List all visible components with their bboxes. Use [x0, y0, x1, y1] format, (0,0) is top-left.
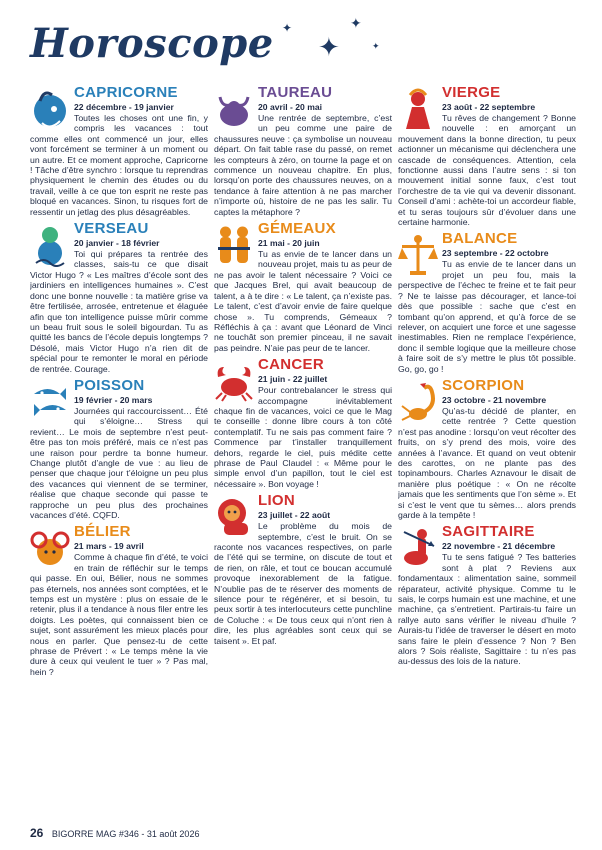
sign-text: Une rentrée de septembre, c’est un peu comme une paire de chaussures neuve : ça symbolise un nouveau départ. On fait table rase du passé, on remet les compteurs à zéro, on tourne la page et on commence un nouveau chapitre. En plus, lorsqu’on porte des chaussures neuves, on a tendance à faire attention à ne pas marcher n’importe où, histoire de ne pas les salir. Tu captes la métaphore ? — [214, 113, 392, 217]
libra-icon — [398, 233, 438, 277]
sign-name: CANCER — [258, 356, 324, 374]
sign-dates: 21 mars - 19 avril — [74, 541, 144, 552]
taurus-icon — [214, 87, 254, 131]
sign-name: POISSON — [74, 376, 145, 394]
gemini-icon — [214, 223, 254, 267]
sign-dates: 21 mai - 20 juin — [258, 238, 320, 249]
page-number: 26 — [30, 826, 44, 840]
sign-text: Le problème du mois de septembre, c’est le bruit. On se raconte nos vacances respectives, on parle de l’été qui se termine, on discute de tout et de rien, on râle, et tout ce boucan accumulé provoque inexorablement de la fatigue. N’oublie pas de te réserver des moments de silence pour te régénérer, et si besoin, tu peux sortir à tes interlocuteurs cette punchline de Coluche : « De tous ceux qui n’ont rien à dire, les plus agréables sont ceux qui se taisent ». Et paf. — [214, 521, 392, 646]
sign-dates: 23 août - 22 septembre — [442, 102, 536, 112]
star-icon: ✦ — [372, 41, 380, 51]
sagittarius-icon — [398, 526, 438, 570]
cancer-icon — [214, 359, 254, 403]
footer-text: BIGORRE MAG #346 - 31 août 2026 — [51, 829, 200, 839]
sign-dates: 23 septembre - 22 octobre — [442, 248, 549, 259]
sign-text: Tu as envie de te lancer dans un nouveau projet, mais tu as peur de ne pas avoir le talent nécessaire ? Voici ce que Jacques Brel, qui avait beaucoup de talent, a à te dire : « Le talent, ça n’existe pas. Le talent, c’est d’avoir envie de faire quelque chose ». Tu comprends, Gémeaux ? Réfléchis à ça : avant que Léonard de Vinci ne touchât son premier pinceau, il ne savait pas peindre. N’aie pas peur de te lancer. — [214, 249, 392, 353]
sign-sagittaire — [398, 524, 576, 666]
sign-lion — [214, 493, 392, 646]
virgo-icon — [398, 87, 438, 131]
column-middle — [214, 83, 392, 823]
sign-dates: 22 novembre - 21 décembre — [442, 541, 556, 552]
sign-vierge — [398, 85, 576, 227]
sign-dates: 23 juillet - 22 août — [258, 510, 331, 521]
sign-text: Pour contrebalancer le stress qui accompagne inévitablement chaque fin de vacances, voici ce que le Mag te conseille : donne libre cours à ton côté contemplatif. Tu ne sais pas comment faire ? Commence par t’installer tranquillement dehors, regarde le ciel, puis médite cette phrase de Paul Claudel : « Même pour le simple envol d’un papillon, tout le ciel est nécessaire ». Bon voyage ! — [214, 385, 392, 489]
sign-dates: 21 juin - 22 juillet — [258, 374, 328, 385]
sign-dates: 19 février - 20 mars — [74, 394, 153, 405]
sign-name: GÉMEAUX — [258, 220, 336, 238]
sign-verseau — [30, 221, 208, 374]
sign-name: BÉLIER — [74, 523, 131, 541]
sign-balance — [398, 231, 576, 373]
sign-text: Comme à chaque fin d’été, te voici en train de réfléchir sur le temps qui passe. En oui, Bélier, nous ne sommes pas éternels, nos années sont comptées, et le temps est un mystère : plus on essaie de le retenir, plus il a tendance à nous filer entre les doigts. Les poètes, qui connaissent bien ce sujet, sont assurément les mieux placés pour nous en parler. Que pensez-tu de cette phrase de Prévert : « Le temps mène la vie dure à ceux qui veulent le tuer » ? Pas mal, hein ? — [30, 552, 208, 677]
column-right — [398, 83, 576, 823]
sign-cancer — [214, 357, 392, 489]
sign-text: Journées qui raccourcissent… Été qui s’éloigne… Stress qui revient… Le mois de septembre n’est peut-être pas ton mois préféré, mais ce n’est pas une raison pour perdre ta bonne humeur. Change plutôt d’angle de vue : au lieu de penser que chaque jour t’éloigne un peu plus des vacances qui viennent de se terminer, réalise que chaque seconde qui passe te rapproche un peu plus des prochaines vacances d’été. CQFD. — [30, 405, 208, 520]
sign-poisson — [30, 378, 208, 520]
star-icon: ✦ — [350, 15, 362, 31]
sign-dates: 20 avril - 20 mai — [258, 102, 323, 112]
sign-text: Toi qui prépares ta rentrée des classes, sais-tu ce que disait Victor Hugo ? « Les maîtres d’école sont des jardiniers en intelligences humaines ». C’est donc une bonne nouvelle : ta matière grise va être fertilisée, arrosée, entretenue et élaguée afin que ton intelligence puisse mûrir comme un beau fruit sous le soleil bigourdan. Tu as quitté les bancs de l’école depuis longtemps ? Désolé, mais Victor Hugo n’a rien dit de spécial pour te remonter le moral en période de rentrée. Courage. — [30, 249, 208, 374]
sign-name: VIERGE — [442, 84, 501, 101]
star-icon: ✦ — [282, 21, 293, 35]
sign-name: TAUREAU — [258, 84, 333, 101]
sign-name: SAGITTAIRE — [442, 523, 535, 541]
sign-taureau — [214, 85, 392, 217]
pisces-icon — [30, 380, 70, 424]
sign-name: LION — [258, 492, 296, 510]
sign-name: BALANCE — [442, 230, 518, 248]
sign-text: Tu rêves de changement ? Bonne nouvelle : en amorçant un mouvement dans la bonne direction, tu peux actionner un mécanisme qui déclenchera une cascade de conséquences. Attention, cela fonctionne aussi dans l’autre sens : si ton mouvement initial sonne faux, c’est tout l’orchestre de ta vie qui va devenir dissonant. Conseil d’ami : achète-toi un accordeur fiable, et tu seras toujours sûr d’évoluer dans une certaine harmonie. — [398, 113, 576, 228]
sign-dates: 20 janvier - 18 février — [74, 238, 160, 249]
sign-capricorne — [30, 85, 208, 217]
page-footer — [30, 826, 199, 840]
sign-text: Toutes les choses ont une fin, y compris les vacances : tout comme elles ont commencé un jour, elles vont forcément se terminer à un moment ou un autre. Et ce moment approche, Capricorne ! Tâche d’être synchro : lorsque tu reprendras physiquement le chemin des études ou du travail, veille à ce que ton esprit ne reste pas bloqué en vacances. Sinon, tu risques fort de ressentir un jetlag des plus désagréables. — [30, 113, 208, 217]
sign-text: Tu te sens fatigué ? Tes batteries sont à plat ? Reviens aux fondamentaux : alimentation saine, sommeil réparateur, activité physique. Comme tu le sais, le corps humain est une machine, et une machine, ça s’entretient. Partirais-tu faire un rallye auto sans vérifier le niveau d’huile ? Aurais-tu l’idée de traverser le désert en moto sans faire le plein d’essence ? Non ? Ben alors ? Sois réaliste, Sagittaire : tu n’es pas au-dessus des lois de la nature. — [398, 552, 576, 667]
sign-scorpion — [398, 378, 576, 520]
sign-belier — [30, 524, 208, 677]
sign-name: SCORPION — [442, 376, 525, 394]
scorpio-icon — [398, 380, 438, 424]
capricorn-icon — [30, 87, 70, 131]
sign-dates: 23 octobre - 21 novembre — [442, 394, 547, 405]
sign-dates: 22 décembre - 19 janvier — [74, 102, 174, 112]
column-left — [30, 83, 208, 823]
sign-name: VERSEAU — [74, 220, 149, 238]
aries-icon — [30, 526, 70, 570]
sign-gemeaux — [214, 221, 392, 353]
aquarius-icon — [30, 223, 70, 267]
sign-text: Qu’as-tu décidé de planter, en cette rentrée ? Cette question n’est pas anodine : lorsqu’on veut récolter des fruits, on s’y prend des mois, voire des années à l’avance. Et quand on veut obtenir des carottes, on ne plante pas des topinambours. Charles Aznavour le disait de manière plus poétique : « On ne récolte jamais que les sentiments que l’on sème ». Et si c’est le vent que tu sèmes… alors prends garde à la tempête ! — [398, 405, 576, 520]
sign-text: Tu as envie de te lancer dans un projet un peu fou, mais la perspective de l’échec te freine et te fait peur ? Ne te laisse pas décourager, et lance-toi dès que possible : sache que c’est en tombant qu’on apprend, et qu’à force de se relever, on acquiert une force et une sagesse inestimables. Rien ne remplace l’expérience, donc il semble logique que la meilleure chose à faire soit de s’y mettre le plus tôt possible. Go, go, go ! — [398, 259, 576, 374]
star-icon: ✦ — [318, 32, 340, 62]
page-title: Horoscope — [30, 20, 274, 67]
sign-name: CAPRICORNE — [74, 84, 178, 101]
leo-icon — [214, 495, 254, 539]
